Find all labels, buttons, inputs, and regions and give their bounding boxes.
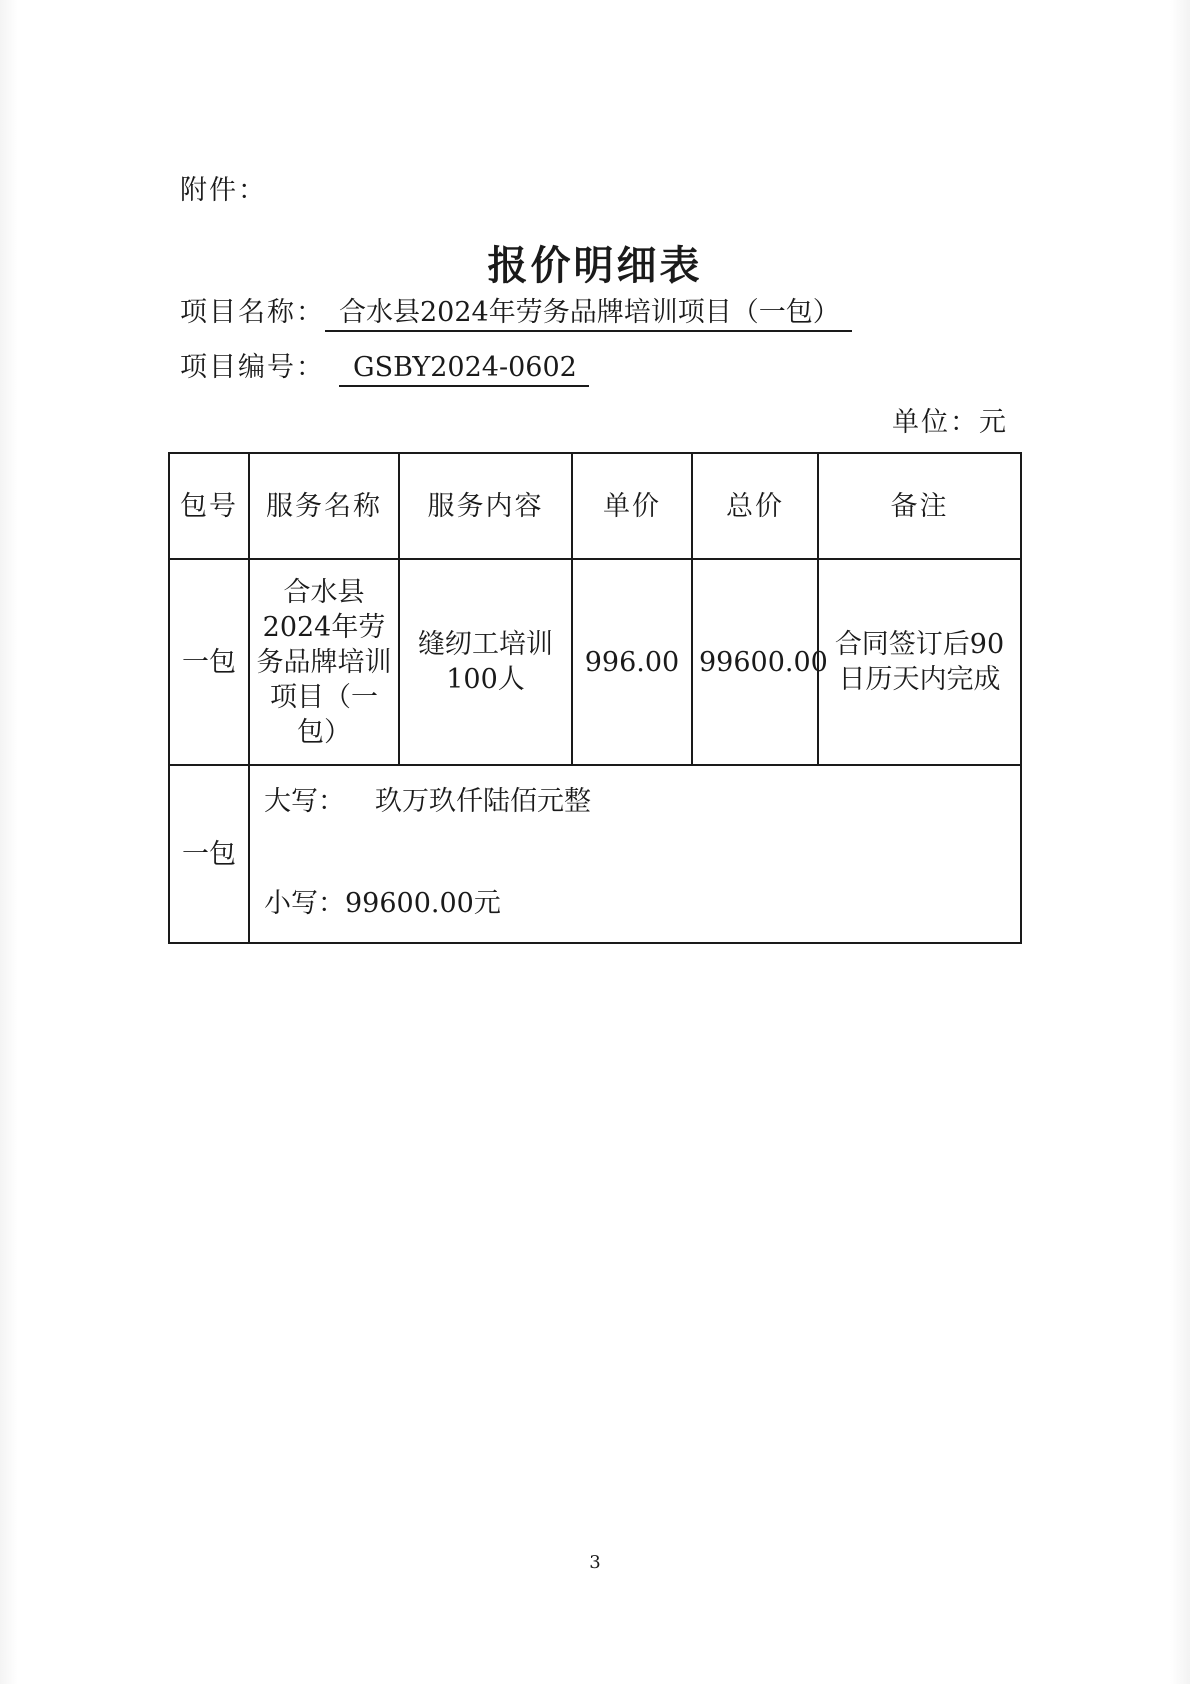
project-name-row bbox=[180, 290, 852, 332]
page-number: 3 bbox=[589, 1552, 601, 1573]
lower-amount: 99600.00元 bbox=[345, 888, 501, 919]
cell-total-price: 99600.00 bbox=[692, 559, 818, 765]
project-code-value: GSBY2024-0602 bbox=[339, 351, 589, 387]
column-header-package: 包号 bbox=[169, 453, 249, 559]
cell-service-content: 缝纫工培训100人 bbox=[399, 559, 572, 765]
lower-amount-line bbox=[264, 886, 501, 921]
capital-amount: 玖万玖仟陆佰元整 bbox=[375, 786, 591, 817]
attachment-label: 附件： bbox=[180, 175, 267, 206]
column-header-service-name: 服务名称 bbox=[249, 453, 399, 559]
cell-unit-price: 996.00 bbox=[572, 559, 692, 765]
column-header-service-content: 服务内容 bbox=[399, 453, 572, 559]
project-code-row bbox=[180, 345, 589, 387]
column-header-unit-price: 单价 bbox=[572, 453, 692, 559]
table-row bbox=[169, 559, 1021, 765]
capital-amount-line bbox=[264, 784, 591, 819]
cell-remark: 合同签订后90日历天内完成 bbox=[818, 559, 1021, 765]
total-row bbox=[169, 765, 1021, 943]
project-name-value: 合水县2024年劳务品牌培训项目（一包） bbox=[325, 296, 852, 332]
unit-label: 单位：元 bbox=[892, 407, 1008, 438]
total-amount-cell bbox=[249, 765, 1021, 943]
column-header-remark: 备注 bbox=[818, 453, 1021, 559]
document-title: 报价明细表 bbox=[487, 242, 703, 289]
quote-table bbox=[168, 452, 1022, 944]
lower-label: 小写： bbox=[264, 888, 345, 919]
capital-label: 大写： bbox=[264, 786, 345, 817]
project-code-label: 项目编号： bbox=[180, 352, 325, 383]
cell-package: 一包 bbox=[169, 559, 249, 765]
table-header-row bbox=[169, 453, 1021, 559]
cell-service-name: 合水县2024年劳务品牌培训项目（一包） bbox=[249, 559, 399, 765]
project-name-label: 项目名称： bbox=[180, 297, 325, 328]
total-package: 一包 bbox=[169, 765, 249, 943]
column-header-total-price: 总价 bbox=[692, 453, 818, 559]
